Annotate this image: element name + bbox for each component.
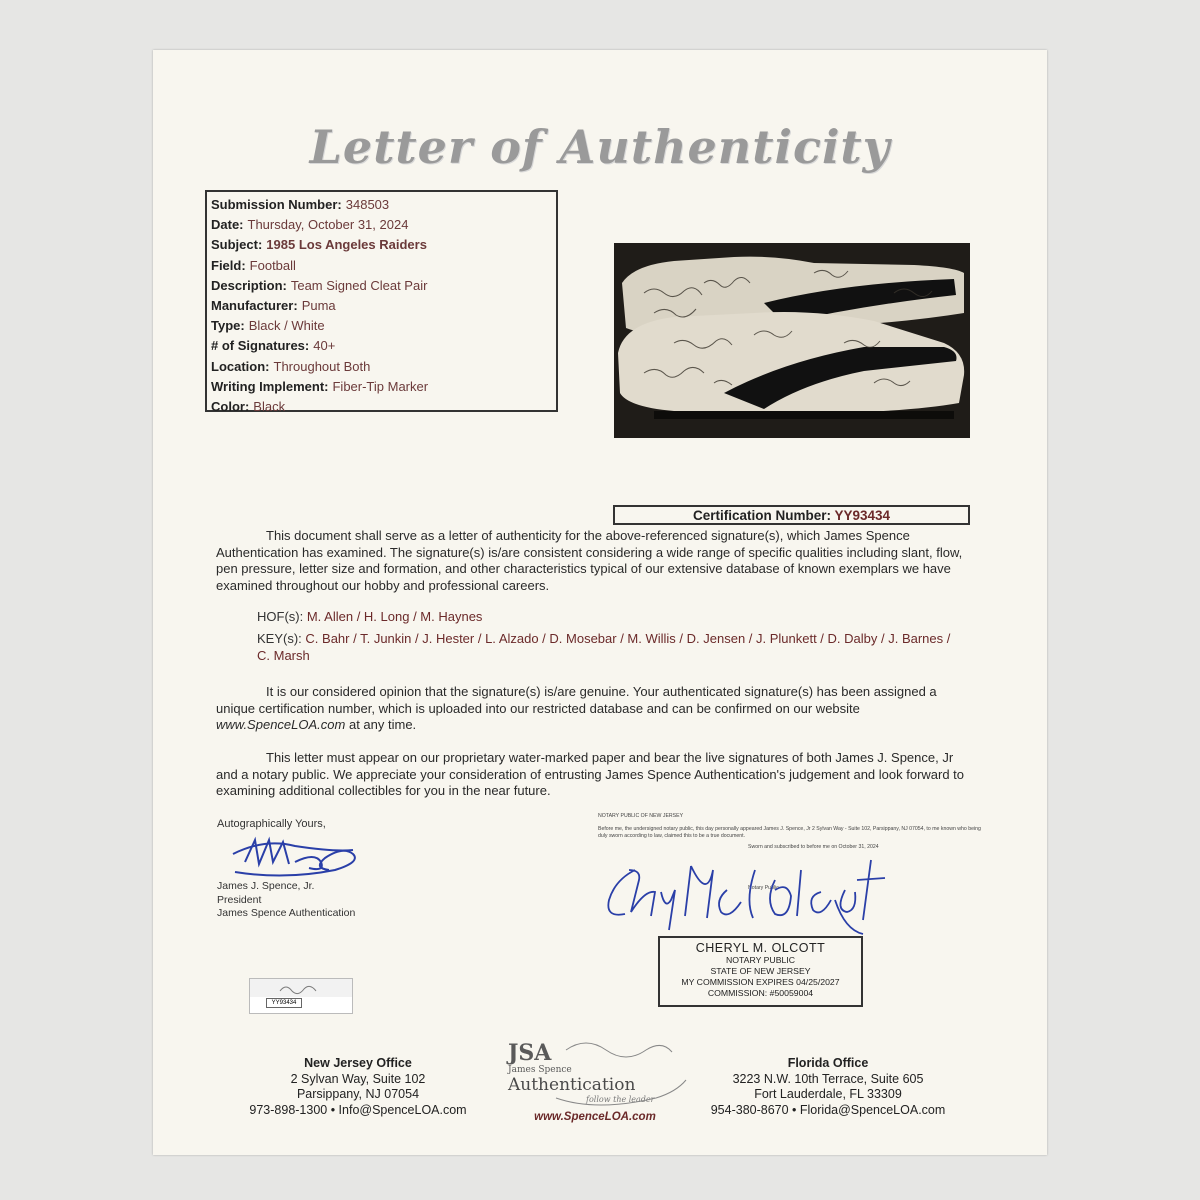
logo-auth-text: Authentication — [508, 1075, 636, 1095]
details-value: Team Signed Cleat Pair — [290, 277, 428, 293]
logo-jsa-text: JSA — [508, 1040, 552, 1066]
details-label: Description: — [211, 277, 287, 293]
details-row — [211, 336, 556, 356]
signer-name: James J. Spence, Jr. — [217, 880, 315, 892]
certification-bar — [613, 505, 970, 525]
details-label: Type: — [211, 318, 245, 334]
details-row — [211, 377, 556, 397]
paragraph-2-text: It is our considered opinion that the signature(s) is/are genuine. Your authenticated signature(s) has been assigned a unique certification number, which is uploaded into our restricted database and can be confirmed on our website — [216, 684, 937, 716]
notary-line-label: Notary Public — [748, 885, 779, 891]
details-row — [211, 276, 556, 296]
details-value: Throughout Both — [273, 358, 371, 374]
signer-title: President — [217, 893, 262, 906]
details-box — [205, 190, 558, 415]
details-row — [211, 195, 556, 215]
fl-heading: Florida Office — [787, 1056, 869, 1070]
nj-line-2: Parsippany, NJ 07054 — [296, 1087, 420, 1101]
footer-nj-office — [233, 1056, 483, 1118]
footer-website[interactable]: www.SpenceLOA.com — [534, 1111, 656, 1123]
details-row — [211, 316, 556, 336]
details-row — [211, 256, 556, 276]
signer-block — [217, 880, 355, 921]
details-value: 1985 Los Angeles Raiders — [266, 237, 427, 253]
sticker-number: YY93434 — [266, 998, 302, 1008]
hof-label: HOF(s): — [257, 609, 304, 624]
letter-sheet — [153, 50, 1047, 1155]
paragraph-3: This letter must appear on our proprietary water-marked paper and bear the live signatures of both James J. Spence, Jr and a notary public. We appreciate your consideration of entrusting James Spence Authentication's judgement and look forward to examining additional collectibles for you in the near future. — [216, 750, 965, 798]
hof-line — [257, 609, 957, 626]
details-value: Fiber-Tip Marker — [332, 378, 429, 394]
spence-signature — [225, 832, 365, 880]
hof-names: M. Allen / H. Long / M. Haynes — [306, 609, 483, 624]
notary-header: NOTARY PUBLIC OF NEW JERSEY — [598, 813, 684, 819]
details-value: Thursday, October 31, 2024 — [247, 217, 409, 233]
fl-line-3: 954-380-8670 • Florida@SpenceLOA.com — [710, 1102, 946, 1117]
notary-statement: Before me, the undersigned notary public, this day personally appeared James J. Spence, Jr 2 Sylvan Way - Suite 102, Parsippany, NJ 07054, to me known who being duly sworn according to law, claimed this to be a true document. — [598, 826, 981, 839]
details-value: 40+ — [313, 338, 336, 354]
details-label: Field: — [211, 257, 246, 273]
details-row — [211, 296, 556, 316]
stamp-name: CHERYL M. OLCOTT — [695, 941, 826, 955]
cleats-photo — [614, 243, 970, 438]
details-value: Football — [249, 257, 296, 273]
fl-line-1: 3223 N.W. 10th Terrace, Suite 605 — [732, 1071, 924, 1086]
fl-line-2: Fort Lauderdale, FL 33309 — [754, 1087, 902, 1101]
details-value: Black / White — [248, 318, 325, 334]
details-label: Writing Implement: — [211, 378, 329, 394]
stamp-line-4: COMMISSION: #50059004 — [707, 988, 814, 998]
details-value: 348503 — [345, 197, 390, 212]
details-label: Date: — [211, 217, 244, 233]
details-row — [211, 235, 556, 255]
key-label: KEY(s): — [257, 631, 302, 646]
details-value: Black — [253, 399, 286, 415]
notary-signature — [595, 840, 895, 935]
details-value: Puma — [301, 298, 336, 314]
nj-line-3: 973-898-1300 • Info@SpenceLOA.com — [249, 1102, 467, 1117]
logo-tag-text: follow the leader — [586, 1095, 655, 1104]
details-label: # of Signatures: — [211, 338, 310, 354]
details-label: Manufacturer: — [211, 298, 298, 314]
signer-company: James Spence Authentication — [217, 907, 356, 919]
key-line — [257, 631, 957, 664]
notary-stamp — [658, 936, 863, 1007]
logo-sub-text: James Spence — [508, 1065, 572, 1075]
paragraph-2-tail: at any time. — [348, 717, 417, 732]
nj-heading: New Jersey Office — [304, 1056, 412, 1070]
document-title: Letter of Authenticity — [309, 120, 891, 174]
details-row — [211, 397, 556, 417]
details-row — [211, 215, 556, 235]
sticker-hologram-icon — [250, 979, 352, 997]
details-row — [211, 357, 556, 377]
certification-label: Certification Number: — [692, 508, 831, 523]
key-names: C. Bahr / T. Junkin / J. Hester / L. Alzado / D. Mosebar / M. Willis / D. Jensen / J. Plunkett / D. Dalby / J. Barnes / C. Marsh — [257, 631, 951, 663]
jsa-hologram-sticker — [249, 978, 353, 1014]
details-label: Location: — [211, 358, 270, 374]
paragraph-2 — [216, 684, 968, 734]
notary-sworn: Sworn and subscribed to before me on October 31, 2024 — [748, 844, 879, 850]
paragraph-1: This document shall serve as a letter of authenticity for the above-referenced signature(s), which James Spence Authentication has examined. The signature(s) is/are consistent considering a wide range of specific qualities including slant, flow, pen pressure, letter size and formation, and other characteristics typical of our extensive database of known exemplars we have examined throughout our hobby and professional careers. — [216, 528, 963, 593]
details-label: Submission Number: — [211, 197, 342, 212]
stamp-line-3: MY COMMISSION EXPIRES 04/25/2027 — [681, 977, 840, 987]
certification-number: YY93434 — [834, 508, 891, 523]
paragraph-2-website[interactable]: www.SpenceLOA.com — [216, 717, 346, 732]
stamp-line-2: STATE OF NEW JERSEY — [710, 966, 811, 976]
stamp-line-1: NOTARY PUBLIC — [725, 955, 796, 965]
nj-line-1: 2 Sylvan Way, Suite 102 — [290, 1071, 426, 1086]
details-label: Subject: — [211, 237, 263, 253]
footer-fl-office — [703, 1056, 953, 1118]
details-label: Color: — [211, 399, 250, 415]
closing-line: Autographically Yours, — [217, 818, 326, 830]
